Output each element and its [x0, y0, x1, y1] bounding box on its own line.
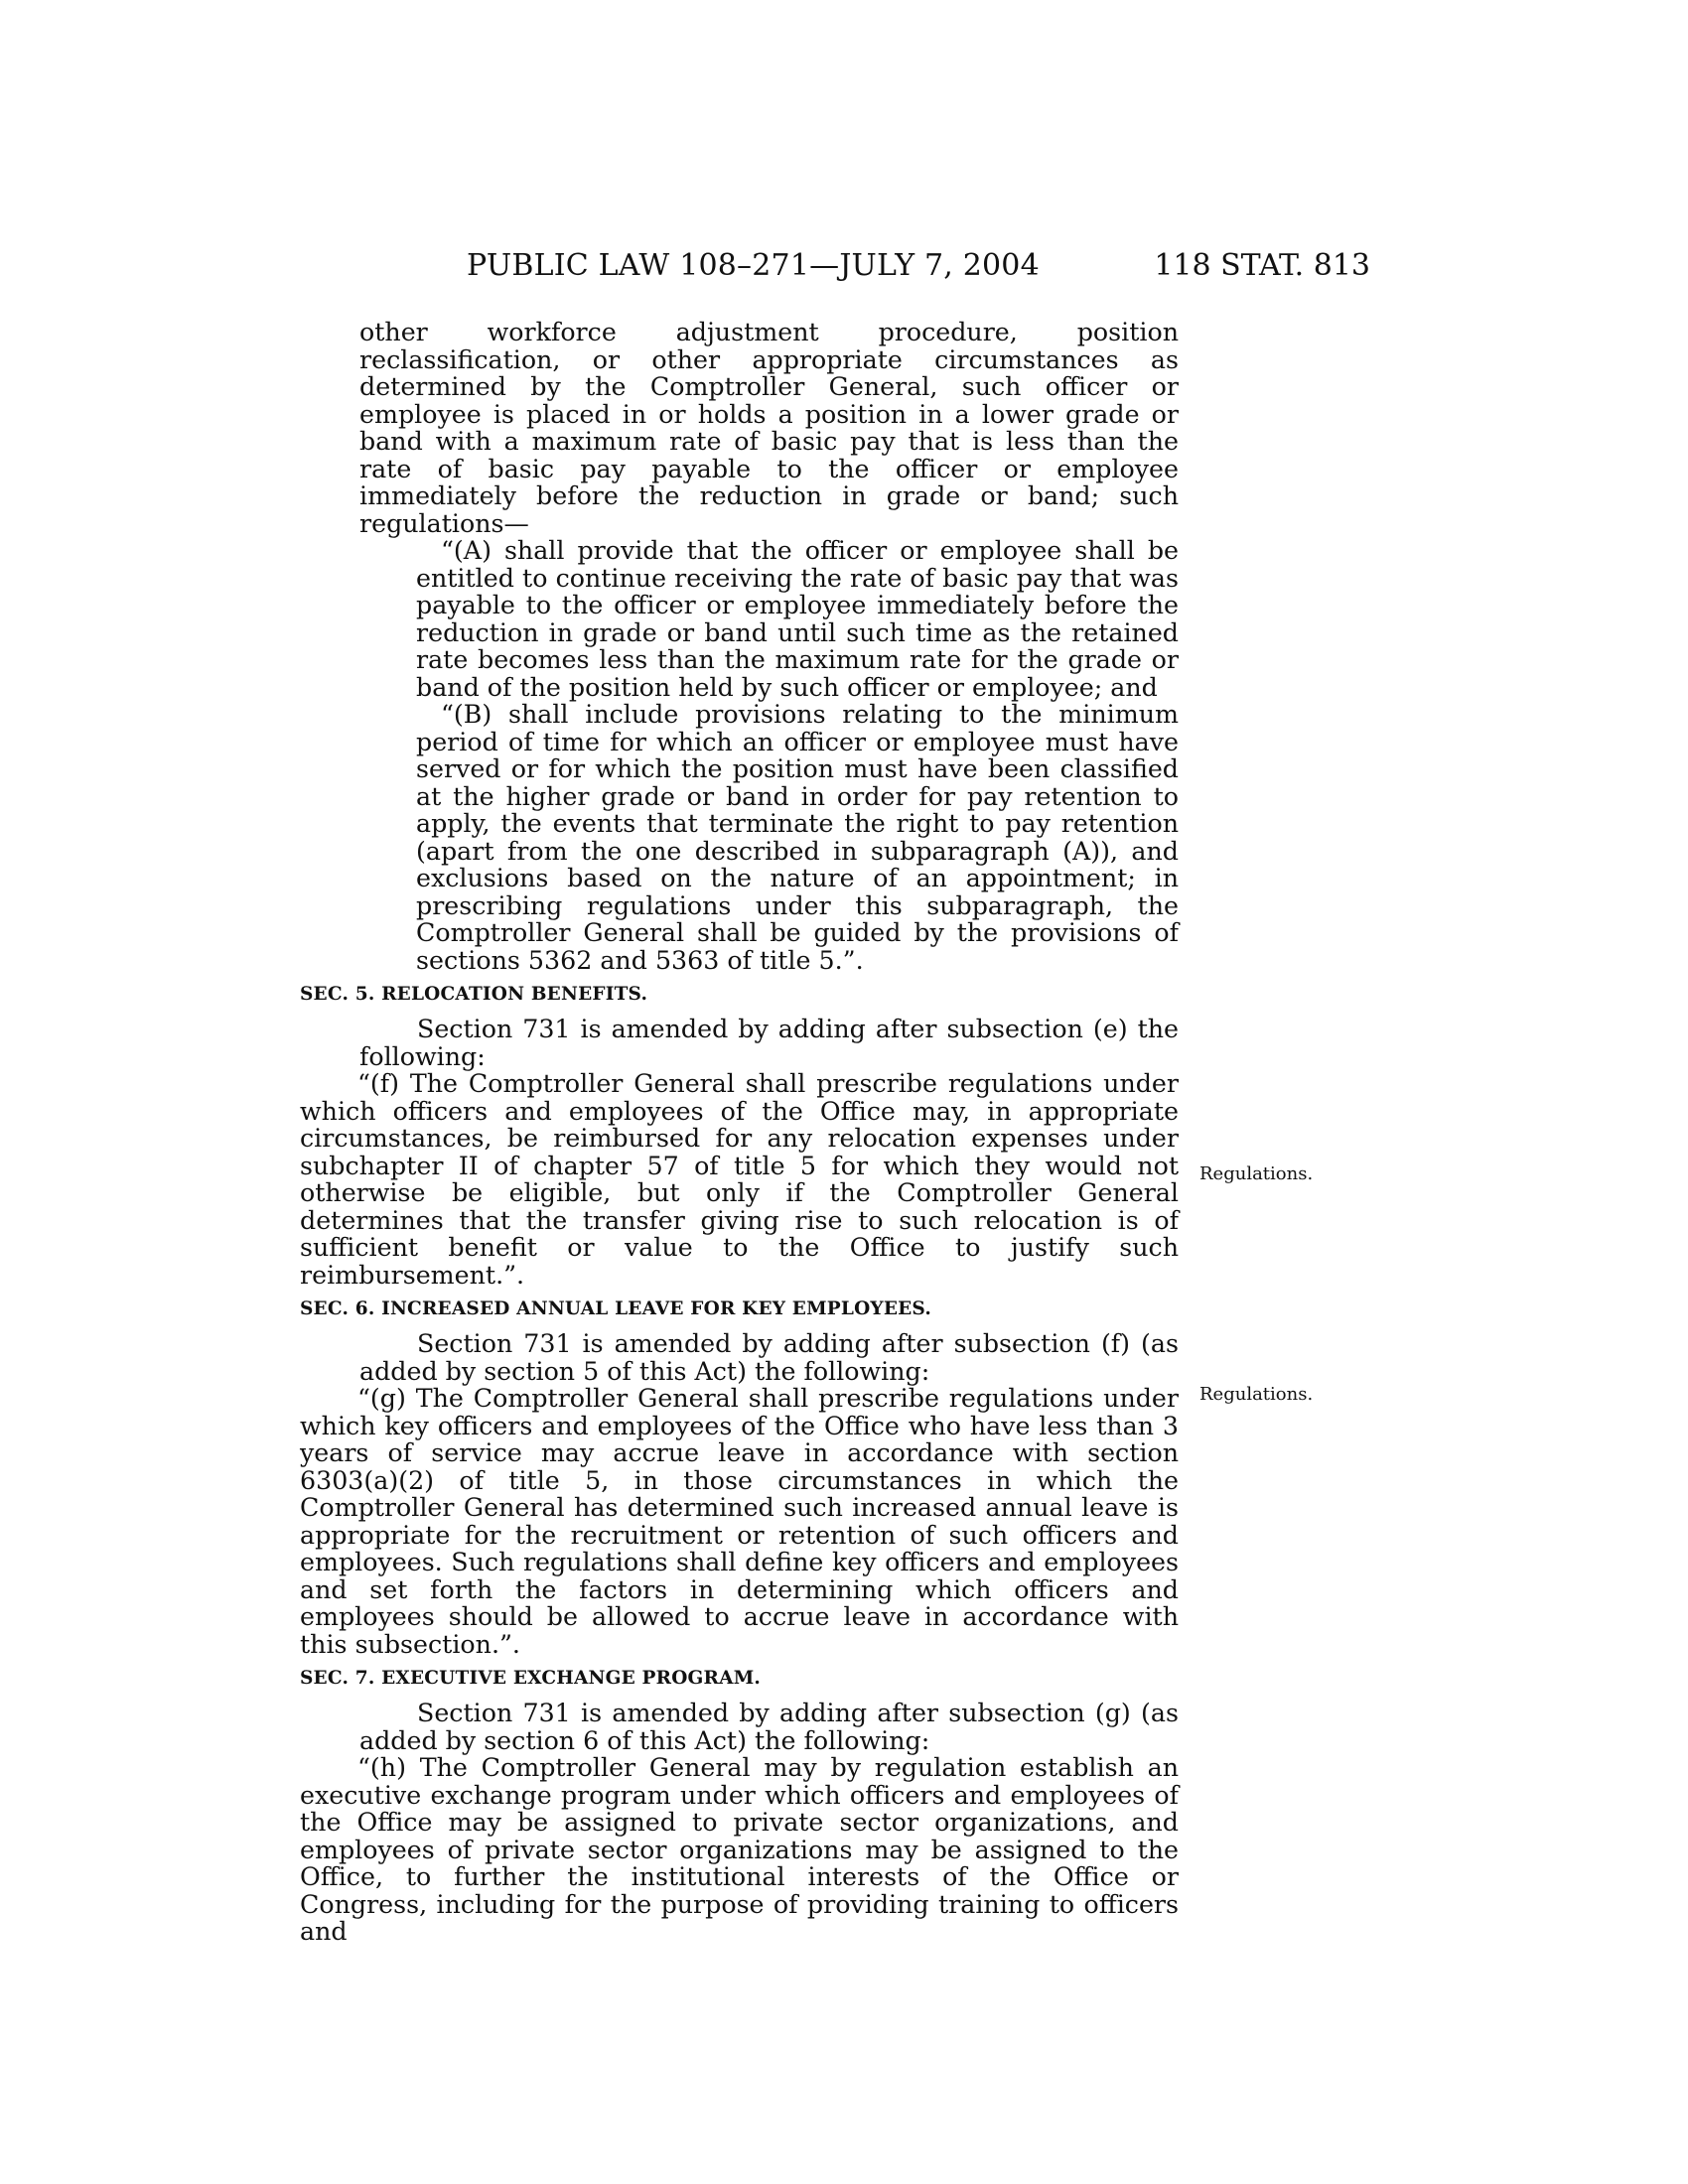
section-7-subsection-h: “(h) The Comptroller General may by regulation establish an executive exchange program under which officers and employees of the Office may be assigned to private sector organizations, and employees of private sector organizations may be assigned to the Office, to further the institutional interests of the Office or Congress, including for the purpose of providing training to officers and — [300, 1753, 1179, 1946]
statute-body — [300, 319, 1179, 1946]
section-6-paragraph-1: Section 731 is amended by adding after subsection (f) (as added by section 5 of this Act) the following: — [359, 1329, 1179, 1386]
section-5-subsection-f: “(f) The Comptroller General shall prescribe regulations under which officers and employees of the Office may, in appropriate circumstances, be reimbursed for any relocation expenses under subchapter II of chapter 57 of title 5 for which they would not otherwise be eligible, but only if the Comptroller General determines that the transfer giving rise to such relocation is of sufficient benefit or value to the Office to justify such reimbursement.”. — [300, 1069, 1179, 1290]
subparagraph-b: “(B) shall include provisions relating to the minimum period of time for which an officer or employee must have served or for which the position must have been classified at the higher grade or band in order for pay retention to apply, the events that terminate the right to pay retention (apart from the one described in subparagraph (A)), and exclusions based on the nature of an appointment; in prescribing regulations under this subparagraph, the Comptroller General shall be guided by the provisions of sections 5362 and 5363 of title 5.”. — [416, 700, 1179, 975]
margin-note-regulations-g: Regulations. — [1199, 1384, 1314, 1405]
section-6-heading: SEC. 6. INCREASED ANNUAL LEAVE FOR KEY EMPLOYEES. — [300, 1298, 931, 1319]
section-7-heading: SEC. 7. EXECUTIVE EXCHANGE PROGRAM. — [300, 1668, 762, 1689]
section-5-heading: SEC. 5. RELOCATION BENEFITS. — [300, 984, 648, 1005]
paragraph-continuation: other workforce adjustment procedure, position reclassification, or other appropriate circumstances as determined by the Comptroller General, such officer or employee is placed in or holds a position in a lower grade or band with a maximum rate of basic pay that is less than the rate of basic pay payable to the officer or employee immediately before the reduction in grade or band; such regulations— — [359, 318, 1179, 538]
page-header-title: PUBLIC LAW 108–271—JULY 7, 2004 — [467, 248, 1040, 283]
section-7-paragraph-1: Section 731 is amended by adding after subsection (g) (as added by section 6 of this Act) the following: — [359, 1699, 1179, 1755]
page-header-stat-citation: 118 STAT. 813 — [1154, 248, 1370, 283]
subparagraph-a: “(A) shall provide that the officer or employee shall be entitled to continue receiving the rate of basic pay that was payable to the officer or employee immediately before the reduction in grade or band until such time as the retained rate becomes less than the maximum rate for the grade or band of the position held by such officer or employee; and — [416, 536, 1179, 702]
section-5-paragraph-1: Section 731 is amended by adding after subsection (e) the following: — [359, 1015, 1179, 1071]
margin-note-regulations-f: Regulations. — [1199, 1163, 1314, 1184]
section-6-subsection-g: “(g) The Comptroller General shall prescribe regulations under which key officers and employees of the Office who have less than 3 years of service may accrue leave in accordance with section 6303(a)(2) of title 5, in those circumstances in which the Comptroller General has determined such increased annual leave is appropriate for the recruitment or retention of such officers and employees. Such regulations shall define key officers and employees and set forth the factors in determining which officers and employees should be allowed to accrue leave in accordance with this subsection.”. — [300, 1384, 1179, 1659]
